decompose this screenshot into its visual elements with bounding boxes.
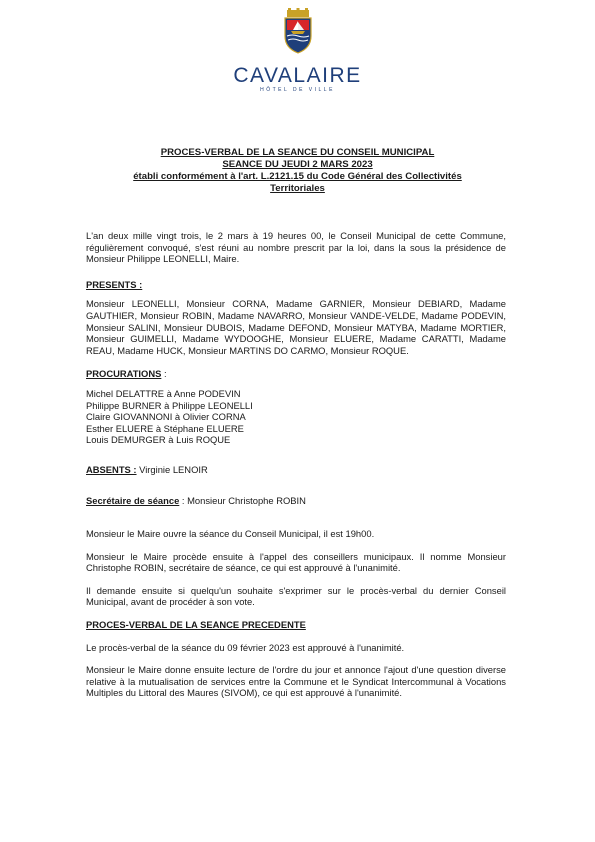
header-legal-line: établi conformément à l'art. L.2121.15 du Code Général des Collectivités — [133, 171, 462, 182]
presents-heading-line — [86, 279, 506, 291]
secretaire-heading: Secrétaire de séance — [86, 494, 180, 506]
pv-approval-paragraph: Le procès-verbal de la séance du 09 février 2023 est approuvé à l'unanimité. — [86, 641, 405, 653]
absents-line — [86, 464, 506, 476]
coat-of-arms-icon — [281, 8, 315, 54]
presents-heading: PRESENTS : — [86, 278, 143, 290]
agenda-paragraph: Monsieur le Maire donne ensuite lecture de l'ordre du jour et annonce l'ajout d'une question diverse relative à la mutualisation de services entre la Commune et le Syndicat Intercommunal à Vocations Multiples du Littoral des Maures (SIVOM), ce qui est approuvé à l'unanimité. — [86, 664, 506, 699]
list-item: Michel DELATTRE à Anne PODEVIN — [86, 387, 241, 399]
town-name: CAVALAIRE — [233, 64, 362, 87]
procurations-list — [86, 388, 506, 446]
pv-section-heading: PROCES-VERBAL DE LA SEANCE PRECEDENTE — [86, 619, 306, 631]
town-subtitle: HÔTEL DE VILLE — [260, 87, 335, 93]
secretaire-line — [86, 495, 506, 507]
list-item: Esther ELUERE à Stéphane ELUERE — [86, 422, 244, 434]
town-logo — [0, 8, 595, 93]
absents-names: Virginie LENOIR — [136, 463, 208, 475]
opening-paragraph: Monsieur le Maire ouvre la séance du Conseil Municipal, il est 19h00. — [86, 528, 375, 540]
pv-section-heading-line — [86, 619, 506, 631]
header-title: PROCES-VERBAL DE LA SEANCE DU CONSEIL MUNICIPAL — [160, 147, 435, 158]
header-legal-line-end: Territoriales — [270, 183, 325, 194]
header-session: SEANCE DU JEUDI 2 MARS 2023 — [222, 159, 373, 170]
intro-paragraph: L'an deux mille vingt trois, le 2 mars à 19 heures 00, le Conseil Municipal de cette Commune, régulièrement convoqué, s'est réuni au nombre prescrit par la loi, dans la sous la présidence de Monsieur Philippe LEONELLI, Maire. — [86, 230, 506, 265]
procurations-heading-line: PROCURATIONS : — [86, 368, 167, 380]
roll-call-paragraph: Monsieur le Maire procède ensuite à l'appel des conseillers municipaux. Il nomme Monsieur Christophe ROBIN, secrétaire de séance, ce qui est approuvé à l'unanimité. — [86, 550, 506, 574]
document-body — [86, 230, 506, 699]
document-header — [0, 147, 595, 195]
previous-minutes-question: Il demande ensuite si quelqu'un souhaite s'exprimer sur le procès-verbal du dernier Conseil Municipal, avant de procéder à son vote. — [86, 584, 506, 608]
list-item: Louis DEMURGER à Luis ROQUE — [86, 434, 231, 446]
list-item: Philippe BURNER à Philippe LEONELLI — [86, 399, 253, 411]
procurations-heading: PROCURATIONS — [86, 368, 162, 380]
presents-list: Monsieur LEONELLI, Monsieur CORNA, Madame GARNIER, Monsieur DEBIARD, Madame GAUTHIER, Monsieur ROBIN, Madame NAVARRO, Monsieur VANDE-VELDE, Madame PODEVIN, Monsieur SALINI, Monsieur DUBOIS, Madame DEFOND, Monsieur MATYBA, Madame MORTIER, Monsieur GUIMELLI, Madame WYDOOGHE, Monsieur ELUERE, Madame CARATTI, Madame REAU, Madame HUCK, Monsieur MARTINS DO CARMO, Monsieur ROQUE. — [86, 298, 506, 356]
list-item: Claire GIOVANNONI à Olivier CORNA — [86, 411, 246, 423]
absents-heading: ABSENTS : — [86, 463, 137, 475]
secretaire-name: : Monsieur Christophe ROBIN — [179, 494, 306, 506]
